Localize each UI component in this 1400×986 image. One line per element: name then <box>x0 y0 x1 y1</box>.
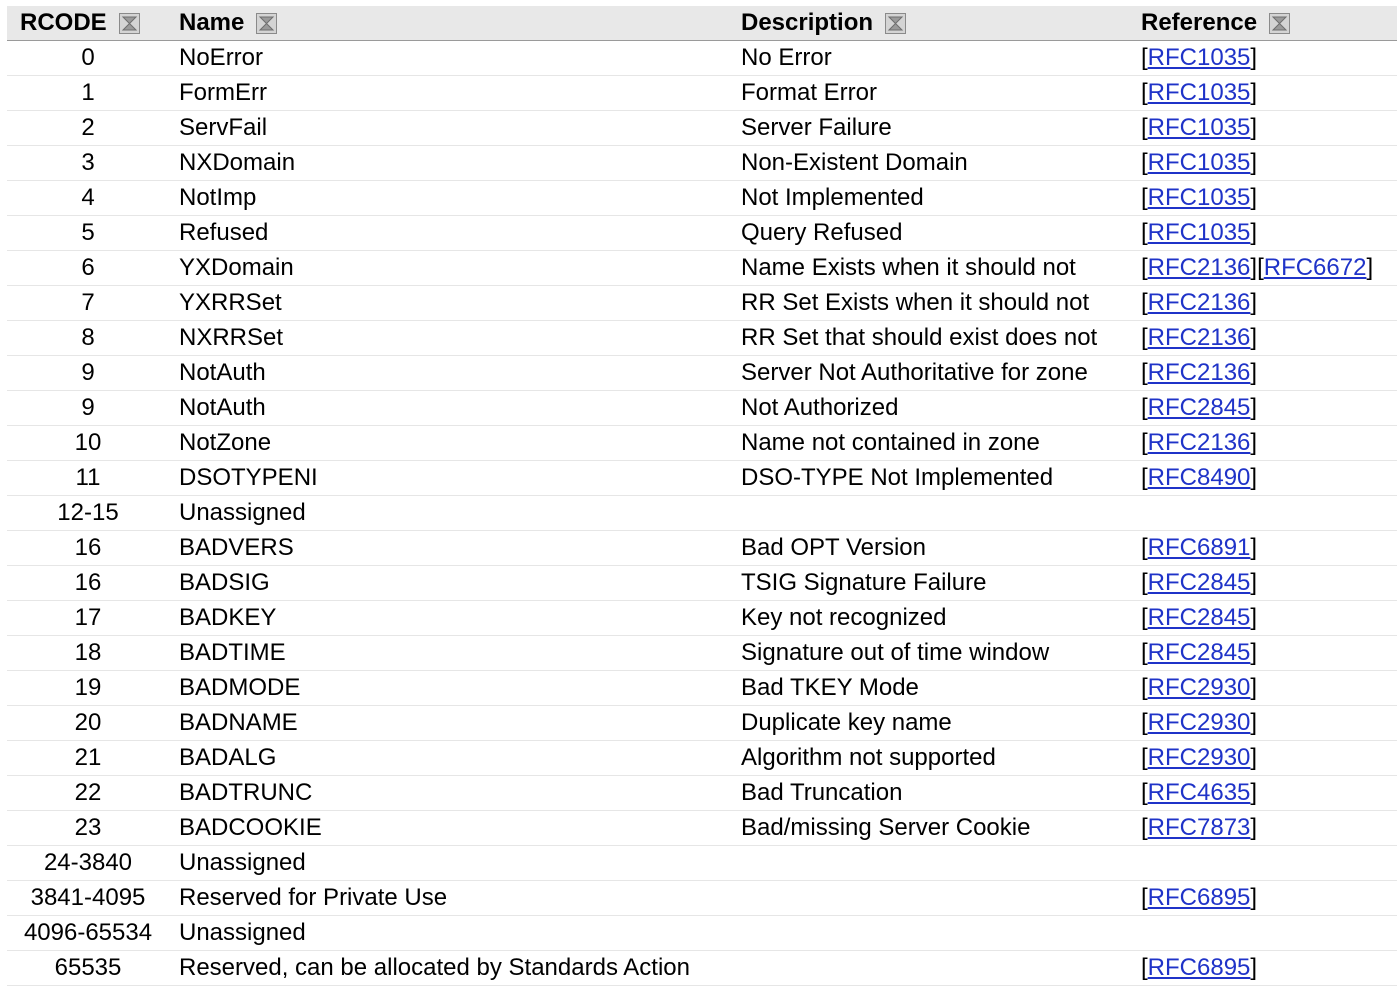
column-header-reference-label: Reference <box>1141 9 1258 36</box>
bracket-close: ] <box>1250 429 1258 456</box>
reference-link[interactable]: RFC2930 <box>1147 709 1251 736</box>
cell-description: Not Implemented <box>731 181 1131 216</box>
cell-rcode: 21 <box>7 741 169 776</box>
cell-name: Unassigned <box>169 846 731 881</box>
cell-description: Not Authorized <box>731 391 1131 426</box>
cell-reference <box>1131 601 1397 636</box>
cell-name: Reserved, can be allocated by Standards Action <box>169 951 731 986</box>
cell-description: Name not contained in zone <box>731 426 1131 461</box>
cell-reference <box>1131 741 1397 776</box>
table-row <box>7 636 1397 671</box>
cell-rcode: 16 <box>7 531 169 566</box>
cell-description: Query Refused <box>731 216 1131 251</box>
bracket-open: [ <box>1141 254 1148 281</box>
table-row <box>7 356 1397 391</box>
cell-name: BADCOOKIE <box>169 811 731 846</box>
cell-description <box>731 881 1131 916</box>
bracket-open: [ <box>1141 534 1148 561</box>
reference-link[interactable]: RFC2845 <box>1147 639 1251 666</box>
cell-description: Bad TKEY Mode <box>731 671 1131 706</box>
cell-name: BADALG <box>169 741 731 776</box>
bracket-open: [ <box>1141 324 1148 351</box>
cell-reference <box>1131 251 1397 286</box>
cell-description: Format Error <box>731 76 1131 111</box>
table-row <box>7 181 1397 216</box>
cell-rcode: 10 <box>7 426 169 461</box>
table-row <box>7 811 1397 846</box>
bracket-open: [ <box>1141 289 1148 316</box>
cell-rcode: 4 <box>7 181 169 216</box>
bracket-open: [ <box>1141 44 1148 71</box>
cell-reference <box>1131 216 1397 251</box>
bracket-close: ] <box>1250 639 1258 666</box>
reference-link[interactable]: RFC2136 <box>1147 289 1251 316</box>
table-row <box>7 111 1397 146</box>
cell-rcode: 1 <box>7 76 169 111</box>
rcode-registry-table <box>7 6 1397 986</box>
cell-name: NXRRSet <box>169 321 731 356</box>
table-row <box>7 216 1397 251</box>
cell-reference <box>1131 881 1397 916</box>
cell-name: Reserved for Private Use <box>169 881 731 916</box>
sort-icon[interactable] <box>256 13 277 34</box>
cell-rcode: 17 <box>7 601 169 636</box>
cell-name: YXDomain <box>169 251 731 286</box>
cell-reference <box>1131 951 1397 986</box>
cell-description: Bad/missing Server Cookie <box>731 811 1131 846</box>
cell-rcode: 4096-65534 <box>7 916 169 951</box>
cell-reference <box>1131 811 1397 846</box>
column-header-name[interactable] <box>169 6 731 41</box>
cell-name: BADKEY <box>169 601 731 636</box>
cell-reference <box>1131 671 1397 706</box>
cell-rcode: 3841-4095 <box>7 881 169 916</box>
reference-link[interactable]: RFC1035 <box>1147 149 1251 176</box>
bracket-close: ] <box>1250 674 1258 701</box>
cell-reference <box>1131 146 1397 181</box>
table-row <box>7 566 1397 601</box>
bracket-close: ] <box>1250 569 1258 596</box>
cell-reference <box>1131 41 1397 76</box>
cell-rcode: 5 <box>7 216 169 251</box>
reference-link[interactable]: RFC2136 <box>1147 359 1251 386</box>
bracket-open: [ <box>1141 114 1148 141</box>
cell-description: Key not recognized <box>731 601 1131 636</box>
cell-reference <box>1131 356 1397 391</box>
cell-name: Unassigned <box>169 496 731 531</box>
cell-description: Duplicate key name <box>731 706 1131 741</box>
table-row <box>7 426 1397 461</box>
bracket-close: ] <box>1250 79 1258 106</box>
cell-name: YXRRSet <box>169 286 731 321</box>
cell-reference <box>1131 181 1397 216</box>
cell-name: BADTRUNC <box>169 776 731 811</box>
table-row <box>7 41 1397 76</box>
reference-link[interactable]: RFC6895 <box>1147 954 1251 981</box>
reference-link[interactable]: RFC2845 <box>1147 569 1251 596</box>
reference-link[interactable]: RFC2930 <box>1147 674 1251 701</box>
bracket-open: [ <box>1141 814 1148 841</box>
cell-name: BADTIME <box>169 636 731 671</box>
cell-name: NotAuth <box>169 391 731 426</box>
bracket-close: ] <box>1366 254 1374 281</box>
column-header-rcode[interactable] <box>7 6 169 41</box>
bracket-close: ] <box>1250 884 1258 911</box>
cell-reference <box>1131 76 1397 111</box>
table-row <box>7 846 1397 881</box>
cell-reference <box>1131 706 1397 741</box>
bracket-open: [ <box>1141 429 1148 456</box>
cell-description: Signature out of time window <box>731 636 1131 671</box>
sort-icon[interactable] <box>1269 13 1290 34</box>
table-header <box>7 6 1397 41</box>
table-row <box>7 916 1397 951</box>
table-row <box>7 146 1397 181</box>
cell-description: TSIG Signature Failure <box>731 566 1131 601</box>
bracket-close: ] <box>1250 534 1258 561</box>
cell-description: Algorithm not supported <box>731 741 1131 776</box>
bracket-close: ] <box>1250 359 1258 386</box>
cell-description: DSO-TYPE Not Implemented <box>731 461 1131 496</box>
cell-description: Non-Existent Domain <box>731 146 1131 181</box>
cell-reference <box>1131 111 1397 146</box>
cell-reference <box>1131 461 1397 496</box>
cell-reference <box>1131 496 1397 531</box>
cell-rcode: 22 <box>7 776 169 811</box>
cell-rcode: 9 <box>7 356 169 391</box>
cell-rcode: 3 <box>7 146 169 181</box>
bracket-close: ] <box>1250 219 1258 246</box>
bracket-open: [ <box>1141 884 1148 911</box>
reference-link[interactable]: RFC2136 <box>1147 429 1251 456</box>
bracket-open: [ <box>1141 569 1148 596</box>
bracket-open: [ <box>1141 604 1148 631</box>
cell-name: BADNAME <box>169 706 731 741</box>
cell-name: NotZone <box>169 426 731 461</box>
table-body <box>7 41 1397 986</box>
column-header-reference[interactable] <box>1131 6 1397 41</box>
cell-rcode: 2 <box>7 111 169 146</box>
table-row <box>7 76 1397 111</box>
bracket-close: ] <box>1250 954 1258 981</box>
cell-name: Refused <box>169 216 731 251</box>
bracket-close: ] <box>1250 149 1258 176</box>
bracket-close: ] <box>1250 744 1258 771</box>
cell-rcode: 7 <box>7 286 169 321</box>
cell-rcode: 8 <box>7 321 169 356</box>
table-row <box>7 391 1397 426</box>
bracket-close: ] <box>1250 114 1258 141</box>
table-row <box>7 951 1397 986</box>
table-row <box>7 881 1397 916</box>
reference-link[interactable]: RFC2845 <box>1147 394 1251 421</box>
column-header-description-label: Description <box>741 9 874 36</box>
table-row <box>7 776 1397 811</box>
cell-reference <box>1131 566 1397 601</box>
bracket-open: [ <box>1141 954 1148 981</box>
cell-reference <box>1131 286 1397 321</box>
reference-link[interactable]: RFC6895 <box>1147 884 1251 911</box>
reference-link[interactable]: RFC6891 <box>1147 534 1251 561</box>
bracket-close: ] <box>1250 184 1258 211</box>
cell-description: No Error <box>731 41 1131 76</box>
table-row <box>7 321 1397 356</box>
sort-icon[interactable] <box>885 13 906 34</box>
cell-rcode: 65535 <box>7 951 169 986</box>
cell-reference <box>1131 916 1397 951</box>
cell-name: FormErr <box>169 76 731 111</box>
bracket-open: [ <box>1141 359 1148 386</box>
bracket-close: ] <box>1250 289 1258 316</box>
cell-description <box>731 496 1131 531</box>
bracket-close: ] <box>1250 324 1258 351</box>
reference-link[interactable]: RFC2136 <box>1147 254 1251 281</box>
cell-rcode: 18 <box>7 636 169 671</box>
table-row <box>7 251 1397 286</box>
sort-icon[interactable] <box>119 13 140 34</box>
table-row <box>7 706 1397 741</box>
table-row <box>7 671 1397 706</box>
cell-rcode: 19 <box>7 671 169 706</box>
cell-rcode: 16 <box>7 566 169 601</box>
bracket-close: ] <box>1250 44 1258 71</box>
cell-description: Server Not Authoritative for zone <box>731 356 1131 391</box>
table-row <box>7 496 1397 531</box>
reference-link[interactable]: RFC7873 <box>1147 814 1251 841</box>
cell-rcode: 20 <box>7 706 169 741</box>
cell-reference <box>1131 776 1397 811</box>
cell-reference <box>1131 321 1397 356</box>
reference-link[interactable]: RFC4635 <box>1147 779 1251 806</box>
bracket-open: [ <box>1141 779 1148 806</box>
cell-description: Bad OPT Version <box>731 531 1131 566</box>
reference-link[interactable]: RFC1035 <box>1147 114 1251 141</box>
cell-name: Unassigned <box>169 916 731 951</box>
cell-rcode: 0 <box>7 41 169 76</box>
bracket-open: [ <box>1141 639 1148 666</box>
cell-rcode: 24-3840 <box>7 846 169 881</box>
reference-link[interactable]: RFC1035 <box>1147 219 1251 246</box>
cell-name: BADVERS <box>169 531 731 566</box>
reference-link[interactable]: RFC6672 <box>1263 254 1367 281</box>
cell-name: ServFail <box>169 111 731 146</box>
bracket-close: ] <box>1250 394 1258 421</box>
cell-name: BADMODE <box>169 671 731 706</box>
table-row <box>7 601 1397 636</box>
table-row <box>7 461 1397 496</box>
cell-description: RR Set that should exist does not <box>731 321 1131 356</box>
cell-reference <box>1131 846 1397 881</box>
cell-description: RR Set Exists when it should not <box>731 286 1131 321</box>
bracket-open: [ <box>1141 744 1148 771</box>
bracket-open: [ <box>1257 254 1264 281</box>
bracket-open: [ <box>1141 219 1148 246</box>
cell-name: DSOTYPENI <box>169 461 731 496</box>
bracket-close: ] <box>1250 254 1258 281</box>
table-row <box>7 531 1397 566</box>
bracket-close: ] <box>1250 814 1258 841</box>
cell-description <box>731 916 1131 951</box>
cell-rcode: 6 <box>7 251 169 286</box>
bracket-open: [ <box>1141 464 1148 491</box>
bracket-close: ] <box>1250 779 1258 806</box>
bracket-open: [ <box>1141 184 1148 211</box>
reference-link[interactable]: RFC2930 <box>1147 744 1251 771</box>
bracket-open: [ <box>1141 394 1148 421</box>
cell-description: Server Failure <box>731 111 1131 146</box>
header-row <box>7 6 1397 41</box>
cell-reference <box>1131 426 1397 461</box>
column-header-description[interactable] <box>731 6 1131 41</box>
cell-name: NotAuth <box>169 356 731 391</box>
cell-reference <box>1131 636 1397 671</box>
reference-link[interactable]: RFC1035 <box>1147 79 1251 106</box>
reference-link[interactable]: RFC8490 <box>1147 464 1251 491</box>
cell-rcode: 9 <box>7 391 169 426</box>
bracket-open: [ <box>1141 79 1148 106</box>
reference-link[interactable]: RFC1035 <box>1147 184 1251 211</box>
cell-name: NoError <box>169 41 731 76</box>
bracket-open: [ <box>1141 674 1148 701</box>
cell-rcode: 12-15 <box>7 496 169 531</box>
column-header-rcode-label: RCODE <box>20 9 107 36</box>
bracket-close: ] <box>1250 709 1258 736</box>
cell-description: Name Exists when it should not <box>731 251 1131 286</box>
cell-name: NXDomain <box>169 146 731 181</box>
cell-name: BADSIG <box>169 566 731 601</box>
table-row <box>7 741 1397 776</box>
reference-link[interactable]: RFC2136 <box>1147 324 1251 351</box>
bracket-close: ] <box>1250 464 1258 491</box>
cell-description <box>731 951 1131 986</box>
bracket-open: [ <box>1141 149 1148 176</box>
cell-name: NotImp <box>169 181 731 216</box>
reference-link[interactable]: RFC2845 <box>1147 604 1251 631</box>
reference-link[interactable]: RFC1035 <box>1147 44 1251 71</box>
cell-description <box>731 846 1131 881</box>
cell-description: Bad Truncation <box>731 776 1131 811</box>
table-row <box>7 286 1397 321</box>
bracket-close: ] <box>1250 604 1258 631</box>
cell-reference <box>1131 531 1397 566</box>
bracket-open: [ <box>1141 709 1148 736</box>
column-header-name-label: Name <box>179 9 245 36</box>
cell-rcode: 23 <box>7 811 169 846</box>
cell-rcode: 11 <box>7 461 169 496</box>
cell-reference <box>1131 391 1397 426</box>
